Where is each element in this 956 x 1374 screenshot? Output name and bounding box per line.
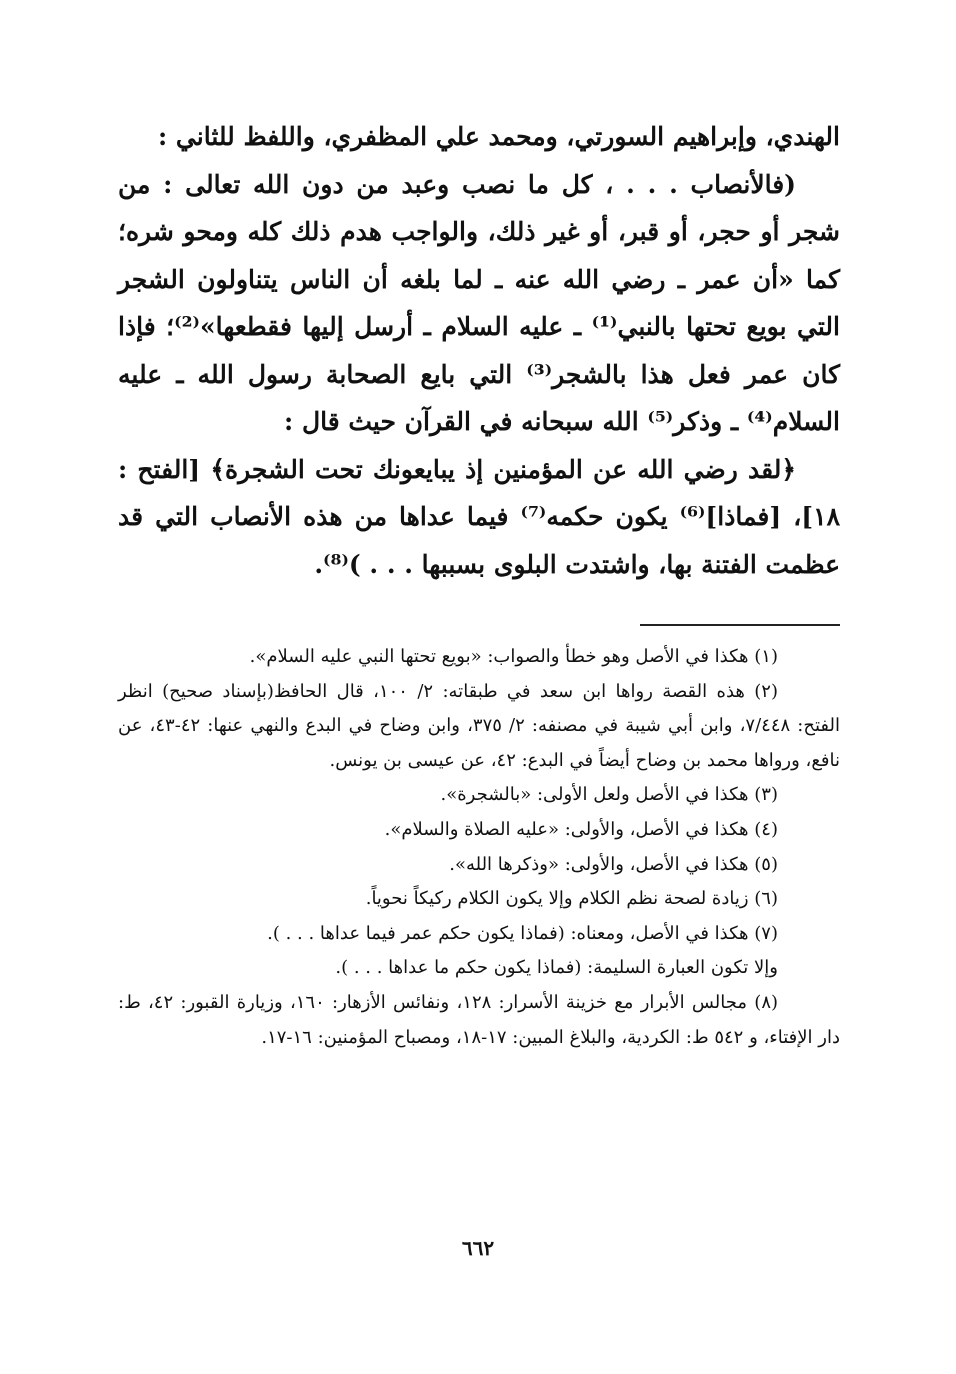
main-paragraph-verse: ﴿لقد رضي الله عن المؤمنين إذ يبايعونك تحت الشجرة﴾ [الفتح : ١٨]، [فماذا]⁽⁶⁾ يكون حكمه⁽⁷⁾ فيما عداها من هذه الأنصاب التي قد عظمت الفتنة بها، واشتدت البلوى بسببها . . . )⁽⁸⁾. (118, 454, 840, 579)
main-text-block (118, 113, 840, 588)
footnote-7-continuation: وإلا تكون العبارة السليمة: (فماذا يكون حكم ما عداها . . . ). (335, 957, 778, 979)
page-number: ٦٦٢ (461, 1236, 495, 1260)
footnote-8: (٨) مجالس الأبرار مع خزينة الأسرار: ١٢٨، ونفائس الأزهار: ١٦٠، وزيارة القبور: ٤٢، ط: دار الإفتاء، و ٥٤٢ ط: الكردية، والبلاغ المبين: ١٧-١٨، ومصباح المؤمنين: ١٦-١٧. (118, 991, 840, 1048)
footnote-7: (٧) هكذا في الأصل، ومعناه: (فماذا يكون حكم عمر فيما عداها . . . ). (267, 922, 778, 944)
footnote-4: (٤) هكذا في الأصل، والأولى: «عليه الصلاة والسلام». (384, 818, 778, 840)
footnote-1: (١) هكذا في الأصل وهو خطأ والصواب: «بويع تحتها النبي عليه السلام». (249, 646, 778, 667)
footnotes-block (118, 640, 840, 1055)
main-paragraph-quote: (فالأنصاب . . . ، كل ما نصب وعبد من دون الله تعالى : من شجر أو حجر، أو قبر، أو غير ذلك، والواجب هدم ذلك كله ومحو شره؛ كما «أن عمر ـ رضي الله عنه ـ لما بلغه أن الناس يتناولون الشجر التي بويع تحتها بالنبي⁽¹⁾ ـ عليه السلام ـ أرسل إليها فقطعها»⁽²⁾؛ فإذا كان عمر فعل هذا بالشجر⁽³⁾ التي بايع الصحابة رسول الله ـ عليه السلام⁽⁴⁾ ـ وذكر⁽⁵⁾ الله سبحانه في القرآن حيث قال : (118, 169, 840, 436)
footnote-2: (٢) هذه القصة رواها ابن سعد في طبقاته: ٢/ ١٠٠، قال الحافظ(بإسناد صحيح) انظر الفتح: ٧/٤٤٨، وابن أبي شيبة في مصنفه: ٢/ ٣٧٥، وابن وضاح في البدع والنهي عنها: ٤٢-٤٣، عن نافع، ورواها محمد بن وضاح أيضاً في البدع: ٤٢، عن عيسى بن يونس. (118, 680, 840, 771)
main-paragraph-intro: الهندي، وإبراهيم السورتي، ومحمد علي المظفري، واللفظ للثاني : (158, 122, 840, 151)
footnote-5: (٥) هكذا في الأصل، والأولى: «وذكرها الله». (449, 853, 778, 875)
footnote-6: (٦) زيادة لصحة نظم الكلام وإلا يكون الكلام ركيكاً نحوياً. (365, 888, 778, 910)
footnote-divider (640, 624, 840, 626)
footnote-3: (٣) هكذا في الأصل ولعل الأولى: «بالشجرة». (440, 784, 778, 806)
